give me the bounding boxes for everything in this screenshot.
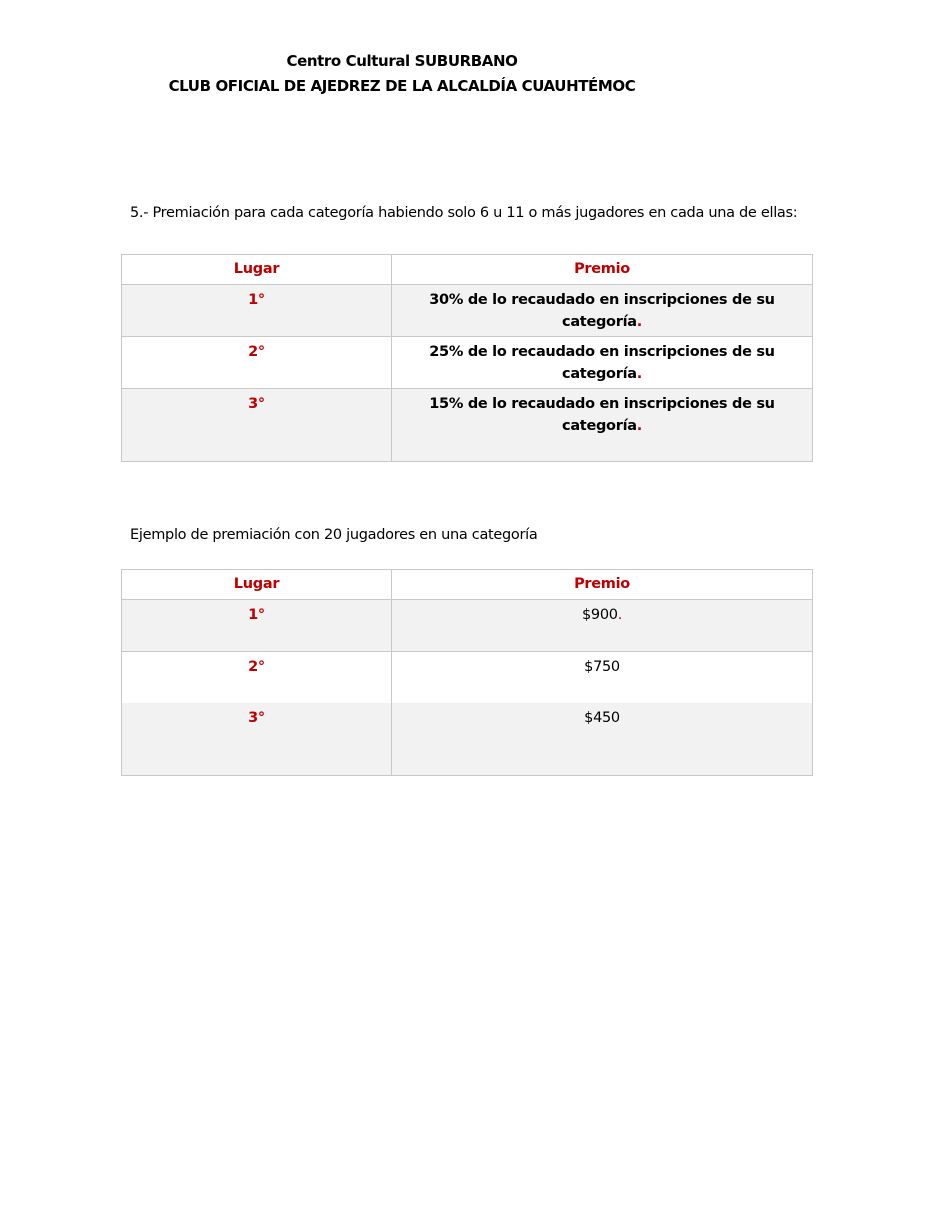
table-row (122, 389, 813, 462)
table-row (122, 600, 813, 652)
place-cell: 1° (122, 600, 392, 652)
column-header-prize: Premio (392, 570, 813, 600)
prize-suffix: . (636, 366, 642, 382)
prize-suffix: . (636, 418, 642, 434)
table-row (122, 703, 813, 776)
table-row (122, 652, 813, 704)
prize-table-example (121, 569, 813, 776)
column-header-place: Lugar (122, 255, 392, 285)
table-row (122, 285, 813, 337)
header-subtitle: CLUB OFICIAL DE AJEDREZ DE LA ALCALDÍA CUAUHTÉMOC (168, 77, 636, 95)
column-header-prize: Premio (392, 255, 813, 285)
table-header-row (122, 570, 813, 600)
place-cell: 1° (122, 285, 392, 337)
section-intro: 5.- Premiación para cada categoría habiendo solo 6 u 11 o más jugadores en cada una de ellas: (130, 205, 798, 221)
prize-cell (392, 337, 813, 389)
prize-text: 25% de lo recaudado en inscripciones de su categoría (429, 344, 775, 382)
prize-amount: $450 (584, 710, 620, 726)
prize-table-percentages (121, 254, 813, 462)
prize-cell (392, 285, 813, 337)
table-row (122, 337, 813, 389)
place-cell: 2° (122, 337, 392, 389)
header-title: Centro Cultural SUBURBANO (286, 52, 518, 70)
prize-cell (392, 389, 813, 462)
prize-amount: $900 (581, 607, 618, 623)
prize-cell (392, 600, 813, 652)
example-title: Ejemplo de premiación con 20 jugadores en una categoría (130, 527, 538, 543)
prize-cell (392, 652, 813, 704)
prize-text: 30% de lo recaudado en inscripciones de su categoría (429, 292, 775, 330)
place-cell: 3° (122, 703, 392, 776)
place-cell: 3° (122, 389, 392, 462)
document-header (0, 49, 804, 99)
prize-amount: $750 (584, 659, 620, 675)
table-header-row (122, 255, 813, 285)
prize-text: 15% de lo recaudado en inscripciones de su categoría (429, 396, 775, 434)
place-cell: 2° (122, 652, 392, 704)
column-header-place: Lugar (122, 570, 392, 600)
prize-cell (392, 703, 813, 776)
prize-suffix: . (617, 607, 622, 623)
prize-suffix: . (636, 314, 642, 330)
